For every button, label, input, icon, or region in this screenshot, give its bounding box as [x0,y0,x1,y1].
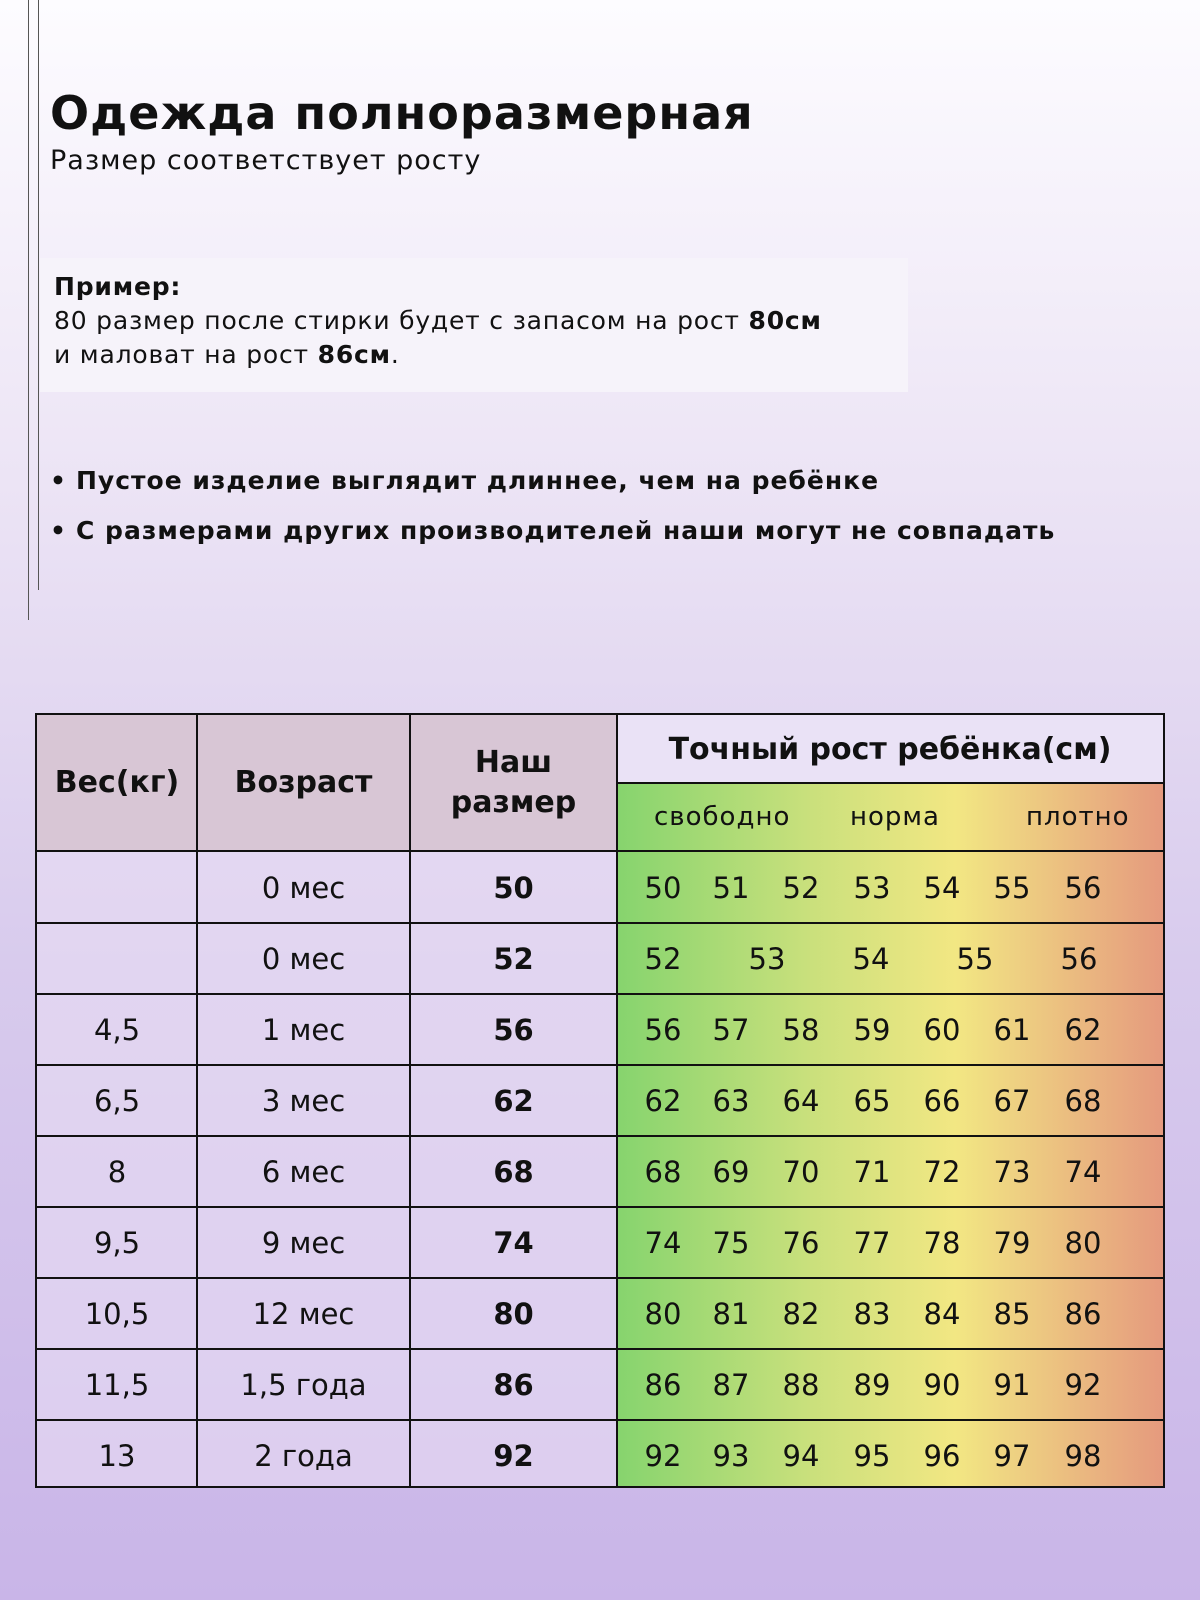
height-value: 87 [712,1367,750,1402]
size-cell: 52 [493,941,534,976]
header-exact-height: Точный рост ребёнка(см) [617,715,1163,783]
height-value: 53 [748,941,786,976]
height-value: 77 [853,1225,891,1260]
height-value: 86 [644,1367,682,1402]
height-value: 66 [923,1083,961,1118]
header-age: Возраст [197,715,410,851]
age-cell: 12 мес [252,1296,355,1331]
age-cell: 1,5 года [240,1367,367,1402]
bullet-dot: • [50,466,67,495]
height-value: 73 [993,1154,1031,1189]
notes-list [50,466,1055,566]
size-cell: 56 [493,1012,534,1047]
height-value: 54 [852,941,890,976]
fit-label-loose: свободно [654,802,791,832]
header-size: Наш размер [410,715,617,851]
weight-cell: 9,5 [93,1225,141,1260]
height-value: 96 [923,1438,961,1473]
page-title: Одежда полноразмерная [50,86,754,140]
height-value: 61 [993,1012,1031,1047]
col-divider [409,715,411,1486]
height-value: 55 [993,870,1031,905]
height-value: 56 [644,1012,682,1047]
height-value: 75 [712,1225,750,1260]
height-value: 72 [923,1154,961,1189]
col-divider [616,715,618,1486]
height-value: 55 [956,941,994,976]
weight-cell [37,852,197,923]
row-divider [37,1135,1163,1137]
example-line-1: 80 размер после стирки будет с запасом на рост 80см [54,306,822,335]
size-cell: 62 [493,1083,534,1118]
height-value: 56 [1064,870,1102,905]
height-value: 57 [712,1012,750,1047]
height-value: 70 [782,1154,820,1189]
height-value: 92 [1064,1367,1102,1402]
height-value: 58 [782,1012,820,1047]
example-heading: Пример: [54,272,182,301]
height-value: 52 [644,941,682,976]
weight-cell: 6,5 [93,1083,141,1118]
fit-label-normal: норма [850,802,940,832]
age-cell: 1 мес [261,1012,346,1047]
header-divider [617,782,1163,784]
height-value: 80 [644,1296,682,1331]
example-line-2: и маловат на рост 86см. [54,340,400,369]
height-value: 83 [853,1296,891,1331]
size-cell: 74 [493,1225,534,1260]
weight-cell: 10,5 [84,1296,150,1331]
col-divider [196,715,198,1486]
height-value: 82 [782,1296,820,1331]
height-value: 64 [782,1083,820,1118]
row-divider [37,1277,1163,1279]
row-divider [37,1348,1163,1350]
height-value: 60 [923,1012,961,1047]
size-cell: 92 [493,1438,534,1473]
row-divider [37,1206,1163,1208]
height-value: 52 [782,870,820,905]
height-value: 50 [644,870,682,905]
size-cell: 50 [493,870,534,905]
fit-label-tight: плотно [1026,802,1130,832]
height-value: 81 [712,1296,750,1331]
height-value: 63 [712,1083,750,1118]
height-value: 53 [853,870,891,905]
row-divider [37,922,1163,924]
age-cell: 6 мес [261,1154,346,1189]
page-subtitle: Размер соответствует росту [50,145,482,176]
header-bottom-border [37,850,1163,852]
height-value: 84 [923,1296,961,1331]
height-value: 95 [853,1438,891,1473]
height-value: 92 [644,1438,682,1473]
height-value: 79 [993,1225,1031,1260]
example-box [40,258,908,392]
height-value: 74 [1064,1154,1102,1189]
size-cell: 68 [493,1154,534,1189]
height-value: 69 [712,1154,750,1189]
height-value: 91 [993,1367,1031,1402]
height-value: 93 [712,1438,750,1473]
row-divider [37,993,1163,995]
header-weight: Вес(кг) [37,715,197,851]
age-cell: 2 года [254,1438,353,1473]
height-value: 71 [853,1154,891,1189]
bullet-dot: • [50,516,67,545]
height-value: 62 [644,1083,682,1118]
height-value: 67 [993,1083,1031,1118]
decor-line-1 [28,0,29,620]
age-cell: 0 мес [261,941,346,976]
row-divider [37,1064,1163,1066]
age-cell: 3 мес [261,1083,346,1118]
height-value: 98 [1064,1438,1102,1473]
height-value: 76 [782,1225,820,1260]
size-table [35,713,1165,1488]
row-divider [37,1419,1163,1421]
size-cell: 80 [493,1296,534,1331]
weight-cell: 8 [107,1154,127,1189]
size-cell: 86 [493,1367,534,1402]
weight-cell [37,923,197,994]
age-cell: 0 мес [261,870,346,905]
list-item: • Пустое изделие выглядит длиннее, чем на ребёнке [50,466,880,495]
height-value: 62 [1064,1012,1102,1047]
height-value: 85 [993,1296,1031,1331]
height-value: 78 [923,1225,961,1260]
height-value: 88 [782,1367,820,1402]
height-value: 68 [1064,1083,1102,1118]
height-value: 74 [644,1225,682,1260]
height-value: 90 [923,1367,961,1402]
height-value: 68 [644,1154,682,1189]
height-value: 51 [712,870,750,905]
height-value: 86 [1064,1296,1102,1331]
height-value: 54 [923,870,961,905]
height-value: 97 [993,1438,1031,1473]
age-cell: 9 мес [261,1225,346,1260]
decor-line-2 [38,0,39,590]
height-value: 94 [782,1438,820,1473]
weight-cell: 11,5 [84,1367,150,1402]
height-value: 59 [853,1012,891,1047]
weight-cell: 4,5 [93,1012,141,1047]
height-value: 56 [1060,941,1098,976]
weight-cell: 13 [98,1438,136,1473]
height-value: 65 [853,1083,891,1118]
list-item: • С размерами других производителей наши могут не совпадать [50,516,1056,545]
height-value: 80 [1064,1225,1102,1260]
height-value: 89 [853,1367,891,1402]
